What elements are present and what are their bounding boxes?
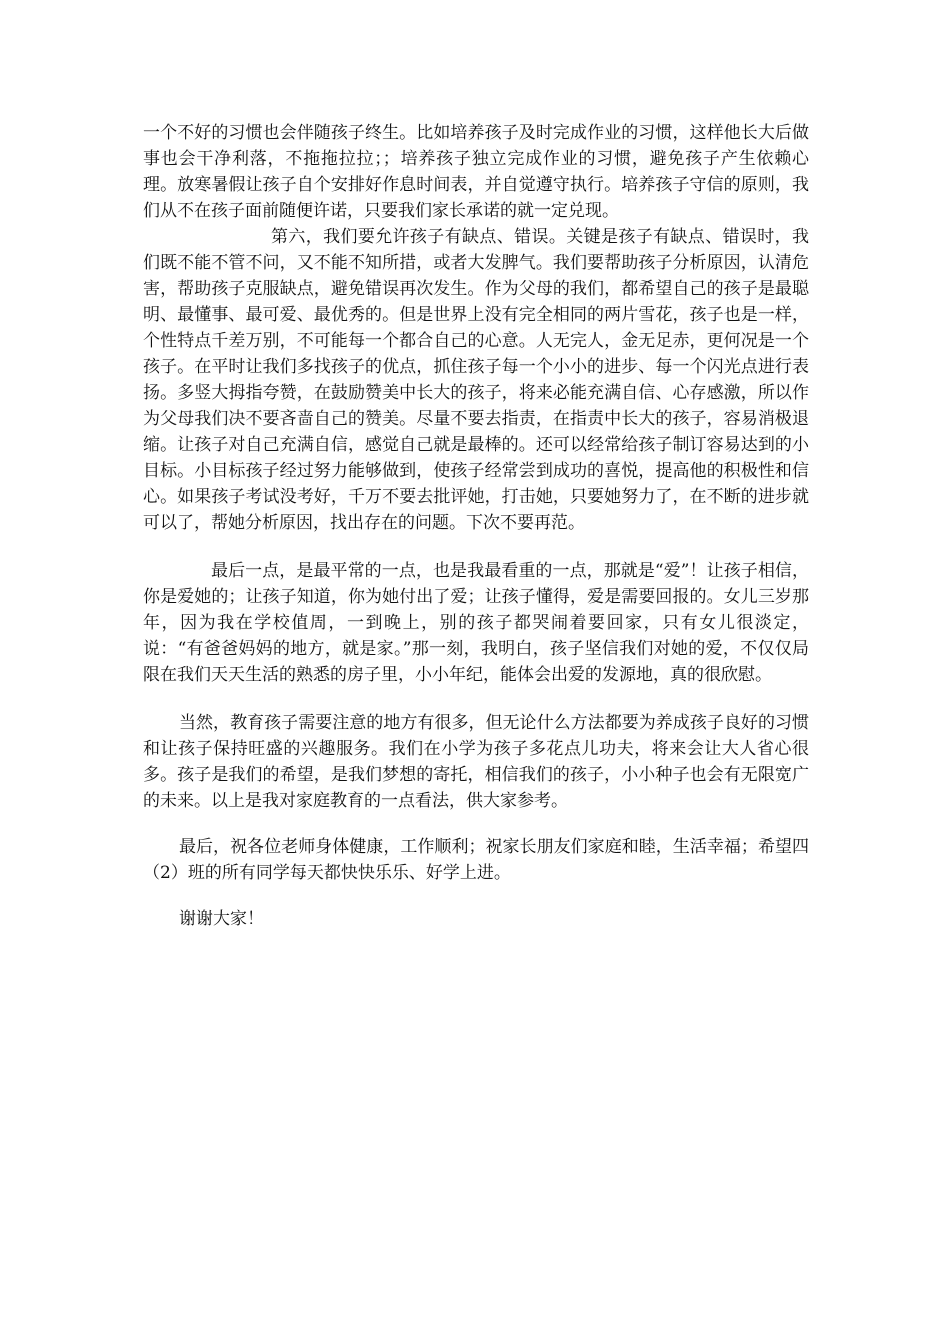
paragraph-spacer [143,536,809,558]
paragraph-wishes: 最后，祝各位老师身体健康，工作顺利；祝家长朋友们家庭和睦，生活幸福；希望四（2）班的所有同学每天都快快乐乐、好学上进。 [143,837,809,883]
paragraph-spacer [143,814,809,834]
paragraph-love: 最后一点，是最平常的一点，也是我最看重的一点，那就是“爱”！让孩子相信，你是爱她的；让孩子知道，你为她付出了爱；让孩子懂得，爱是需要回报的。女儿三岁那年，因为我在学校值周，一到晚上，别的孩子都哭闹着要回家，只有女儿很淡定，说：“有爸爸妈妈的地方，就是家。”那一刻，我明白，孩子坚信我们对她的爱，不仅仅局限在我们天天生活的熟悉的房子里，小小年纪，能体会出爱的发源地，真的很欣慰。 [143,561,809,685]
document-body [143,120,809,932]
paragraph-spacer [143,886,809,906]
paragraph-habits: 一个不好的习惯也会伴随孩子终生。比如培养孩子及时完成作业的习惯，这样他长大后做事也会干净利落，不拖拖拉拉；；培养孩子独立完成作业的习惯，避免孩子产生依赖心理。放寒暑假让孩子自个安排好作息时间表，并自觉遵守执行。培养孩子守信的原则，我们从不在孩子面前随便许诺，只要我们家长承诺的就一定兑现。 [143,123,809,221]
paragraph-point-six: 第六，我们要允许孩子有缺点、错误。关键是孩子有缺点、错误时，我们既不能不管不问，又不能不知所措，或者大发脾气。我们要帮助孩子分析原因，认清危害，帮助孩子克服缺点，避免错误再次发生。作为父母的我们，都希望自己的孩子是最聪明、最懂事、最可爱、最优秀的。但是世界上没有完全相同的两片雪花，孩子也是一样，个性特点千差万别，不可能每一个都合自己的心意。人无完人，金无足赤，更何况是一个孩子。在平时让我们多找孩子的优点，抓住孩子每一个小小的进步、每一个闪光点进行表扬。多竖大拇指夸赞，在鼓励赞美中长大的孩子，将来必能充满自信、心存感激，所以作为父母我们决不要吝啬自己的赞美。尽量不要去指责，在指责中长大的孩子，容易消极退缩。让孩子对自己充满自信，感觉自己就是最棒的。还可以经常给孩子制订容易达到的小目标。小目标孩子经过努力能够做到，使孩子经常尝到成功的喜悦，提高他的积极性和信心。如果孩子考试没考好，千万不要去批评她，打击她，只要她努力了，在不断的进步就可以了，帮她分析原因，找出存在的问题。下次不要再范。 [143,227,809,533]
paragraph-spacer [143,688,809,710]
paragraph-thanks: 谢谢大家！ [179,909,264,929]
paragraph-conclusion: 当然，教育孩子需要注意的地方有很多，但无论什么方法都要为养成孩子良好的习惯和让孩子保持旺盛的兴趣服务。我们在小学为孩子多花点儿功夫，将来会让大人省心很多。孩子是我们的希望，是我们梦想的寄托，相信我们的孩子，小小种子也会有无限宽广的未来。以上是我对家庭教育的一点看法，供大家参考。 [143,713,809,811]
